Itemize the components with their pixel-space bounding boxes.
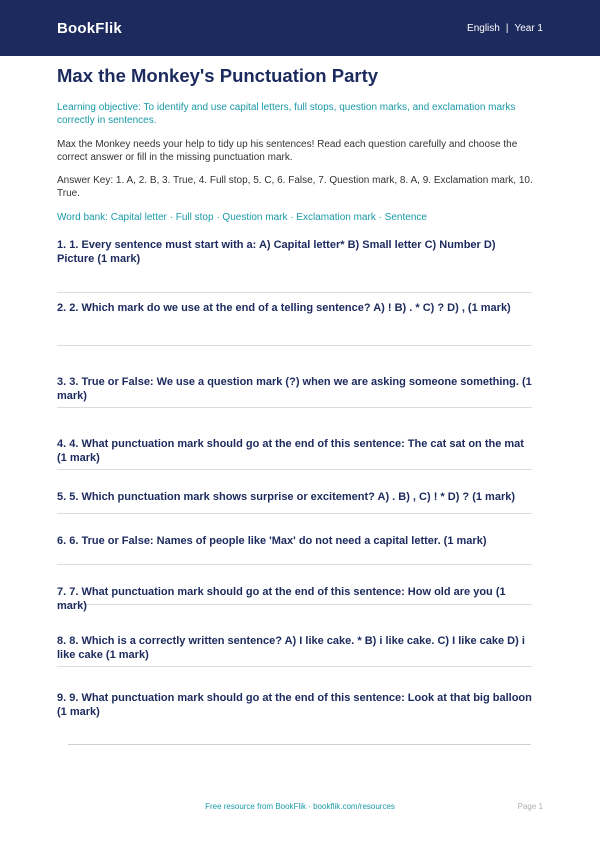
question-text: 4. 4. What punctuation mark should go at the end of this sentence: The cat sat on the mat (1 mark) <box>57 438 524 464</box>
word-bank: Word bank: Capital letter · Full stop · Question mark · Exclamation mark · Sentence <box>57 212 427 223</box>
worksheet-content <box>57 64 543 719</box>
instructions-text: Max the Monkey needs your help to tidy up his sentences! Read each question carefully and choose the correct answer or fill in the missing punctuation mark. <box>57 139 518 163</box>
page-number: Page 1 <box>517 802 543 811</box>
footer-divider <box>68 744 531 745</box>
question-item <box>57 293 532 346</box>
language-label: English <box>467 22 500 34</box>
question-text: 7. 7. What punctuation mark should go at the end of this sentence: How old are you (1 mark) <box>57 586 506 612</box>
question-text: 6. 6. True or False: Names of people like 'Max' do not need a capital letter. (1 mark) <box>57 535 487 547</box>
question-text: 5. 5. Which punctuation mark shows surprise or excitement? A) . B) , C) ! * D) ? (1 mark) <box>57 491 516 503</box>
answer-key: Answer Key: 1. A, 2. B, 3. True, 4. Full stop, 5. C, 6. False, 7. Question mark, 8. A, 9. Exclamation mark, 10. True. <box>57 175 533 199</box>
question-text: 3. 3. True or False: We use a question mark (?) when we are asking someone something. (1 mark) <box>57 376 532 402</box>
header-meta <box>467 23 543 34</box>
question-text: 1. 1. Every sentence must start with a: A) Capital letter* B) Small letter C) Number D) Picture (1 mark) <box>57 239 496 265</box>
footer-credit-link[interactable]: Free resource from BookFlik · bookflik.com/resources <box>205 802 395 811</box>
question-text: 2. 2. Which mark do we use at the end of a telling sentence? A) ! B) . * C) ? D) , (1 mark) <box>57 302 511 314</box>
question-item <box>57 605 532 667</box>
brand-logo[interactable]: BookFlik <box>57 19 122 37</box>
question-item <box>57 346 532 408</box>
question-item <box>57 470 532 514</box>
question-item <box>57 565 532 612</box>
worksheet-title: Max the Monkey's Punctuation Party <box>57 65 379 86</box>
meta-separator: | <box>505 22 509 34</box>
question-item <box>57 514 532 565</box>
learning-objective: Learning objective: To identify and use capital letters, full stops, question marks, and exclamation marks correctly in sentences. <box>57 102 516 126</box>
page-header <box>0 0 600 56</box>
question-item <box>57 667 532 719</box>
question-text: 8. 8. Which is a correctly written sentence? A) I like cake. * B) i like cake. C) I like cake D) i like cake (1 mark) <box>57 635 525 661</box>
question-item <box>57 238 532 293</box>
question-text: 9. 9. What punctuation mark should go at the end of this sentence: Look at that big balloon (1 mark) <box>57 692 532 718</box>
year-level-label: Year 1 <box>514 22 543 34</box>
question-list <box>57 238 543 719</box>
question-item <box>57 408 532 470</box>
